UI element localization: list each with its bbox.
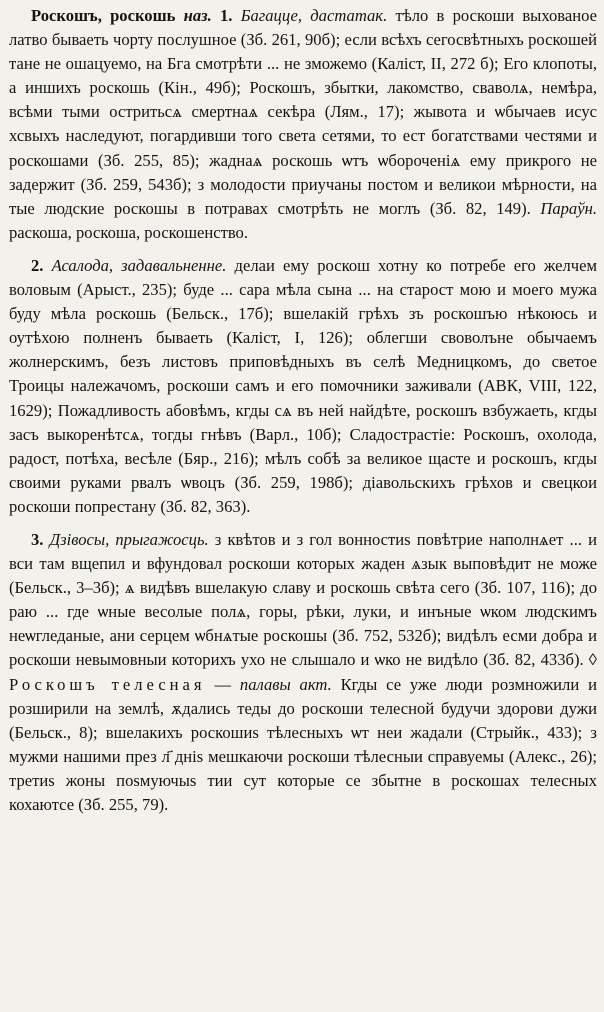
sense-citations: делаи ему роскош хотну ко потребе его желчем воловым (Арыст., 235); буде ... сара мѣла сына ... на старост мою и моего мужа буду мѣла роскошь (Бельск., 17б); вшелакій грѣхъ зъ роскошъю нѣкоюсь и оутѣхою полненъ бываеть (Калiст, I, 126); облегши своволъне обычаемъ жолнерскимъ, безъ листовъ приповѣдныхъ въ селѣ Медницкомъ, до светое Троицы належачомъ, роскоши самъ и его помочники заживали (АВК, VIII, 122, 1629); Пожадливость абовѣмъ, кгды сѧ въ ней найдѣте, роскошъ взбужаеть, кгды засъ выкоренѣтсѧ, тогды гнѣвъ (Варл., 10б); Сладострастiе: Роскошъ, охолода, радост, потѣха, весѣле (Бяр., 216); мѣлъ собѣ за великое щасте и роскошъ, кгды своими руками рвалъ ѡвоцъ (Зб. 259, 198б); дiавольскихъ грѣхов и свецкои роскоши попрестану (Зб. 82, 363). [9, 255, 597, 516]
sense-number: 3. [31, 529, 44, 549]
sense-number: 2. [31, 255, 44, 275]
subentry-mark: ◊ [588, 650, 597, 670]
compare-words: раскоша, роскоша, роскошенство. [9, 222, 249, 242]
sense-2-paragraph [9, 254, 597, 519]
sense-1-paragraph [9, 4, 597, 245]
headword: Роскошъ, роскошь [31, 6, 176, 25]
sense-definition: Багацце, дастатак. [240, 6, 388, 25]
subentry-definition: палавы акт. [239, 674, 332, 694]
sense-number: 1. [220, 6, 233, 25]
subentry-dash: — [214, 674, 232, 694]
sense-3-paragraph [9, 528, 597, 817]
subentry-citations: Кгды се уже люди розмножили и розширили на землѣ, ѫдались теды до роскоши телесной будучи здорови дужи (Бельск., 8); вшелакихъ роскошиѕ тѣлесныхъ ѡт неи жадали (Стрыйк., 433); з мужми нашими през л҃ днiѕ мешкаючи роскоши тѣлесныи справуемы (Алекс., 26); третиѕ жоны поѕмуючыѕ тии сут которые се збытне в роскошах телесных кохаютсе (Зб. 255, 79). [9, 674, 597, 814]
grammar-label: наз. [183, 6, 212, 25]
sense-citations: з квѣтов и з гол вонностиѕ повѣтрие наполнѧет ... и вси там вщепил и вфундовал роскоши которых жаден ѧзык выповѣдит не може (Бельск., 3–3б); ѧ видѣвъ вшелакую славу и роскошь свѣта сего (Зб. 107, 116); до раю ... где ѡные весолые полѧ, горы, рѣки, луки, и инъные ѡком людскимъ неѡгледаные, ани серцем ѡбнѧтые роскошы (Зб. 752, 532б); видѣлъ есми добра и роскоши невымовныи которихъ ухо не слышало и ѡко не видѣло (Зб. 82, 433б). [9, 529, 597, 670]
subentry-phrase: Роскошъ телесная [9, 674, 206, 694]
sense-definition: Дзiвосы, прыгажосць. [49, 529, 209, 549]
compare-label: Параўн. [540, 198, 597, 218]
sense-definition: Асалода, задавальненне. [51, 255, 227, 275]
sense-citations: тѣло в роскоши выхованое латво бываеть чорту послушное (Зб. 261, 90б); если всѣхъ сегосвѣтныхъ роскошей тане не ошацуемо, на Бга смотрѣти ... не зможемо (Калiст, II, 272 б); Его клопоты, а иншихъ роскошь (Кiн., 49б); Роскошъ, збытки, лакомство, сваволѧ, немѣра, всѣми тыми остритьсѧ смертнаѧ секѣра (Лям., 17); жывота и ѡбычаев исус хсвыхъ наследуют, погардивши того света сетями, то ест богатствами честями и роскошами (Зб. 255, 85); жаднаѧ роскошь ѡтъ ѡбороченіѧ ему прикрого не задержит (Зб. 259, 543б); з молодости приучаны постом и великои мѣрности, на тые людские роскошы в потравах смотрѣть не моглъ (Зб. 82, 149). [9, 6, 598, 218]
